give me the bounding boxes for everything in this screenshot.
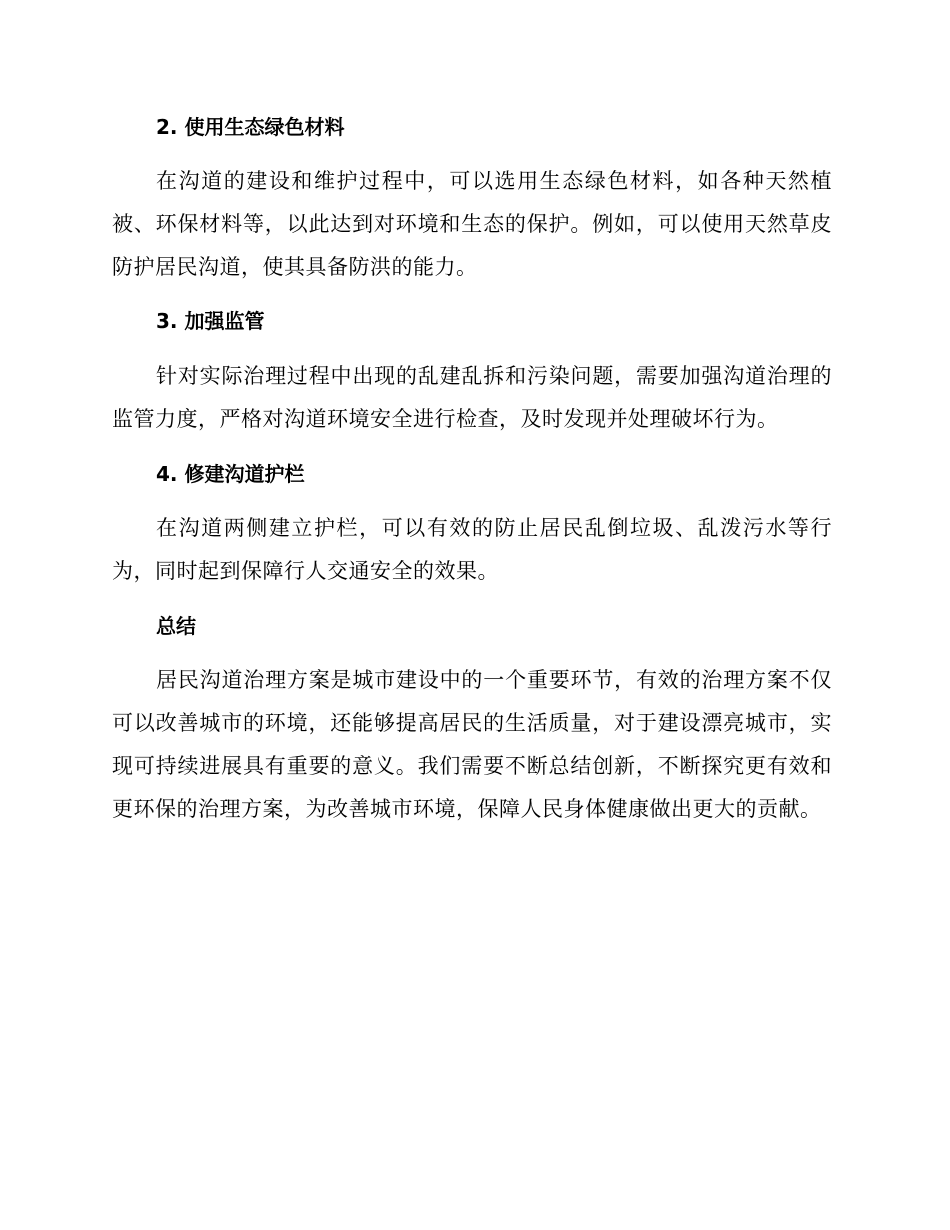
section-heading-supervision: 3. 加强监管 — [156, 309, 265, 333]
section-heading-summary: 总结 — [156, 614, 196, 638]
section-body-summary: 居民沟道治理方案是城市建设中的一个重要环节，有效的治理方案不仅可以改善城市的环境，还能够提高居民的生活质量，对于建设漂亮城市，实现可持续进展具有重要的意义。我们需要不断总结创新，不断探究更有效和更环保的治理方案，为改善城市环境，保障人民身体健康做出更大的贡献。 — [112, 668, 832, 821]
section-heading-guardrails: 4. 修建沟道护栏 — [156, 462, 305, 486]
section-heading-ecological-materials: 2. 使用生态绿色材料 — [156, 115, 345, 139]
section-body-supervision: 针对实际治理过程中出现的乱建乱拆和污染问题，需要加强沟道治理的监管力度，严格对沟道环境安全进行检查，及时发现并处理破坏行为。 — [112, 364, 832, 431]
section-body-guardrails: 在沟道两侧建立护栏，可以有效的防止居民乱倒垃圾、乱泼污水等行为，同时起到保障行人交通安全的效果。 — [112, 516, 832, 583]
section-body-ecological-materials: 在沟道的建设和维护过程中，可以选用生态绿色材料，如各种天然植被、环保材料等，以此达到对环境和生态的保护。例如，可以使用天然草皮防护居民沟道，使其具备防洪的能力。 — [112, 169, 832, 279]
